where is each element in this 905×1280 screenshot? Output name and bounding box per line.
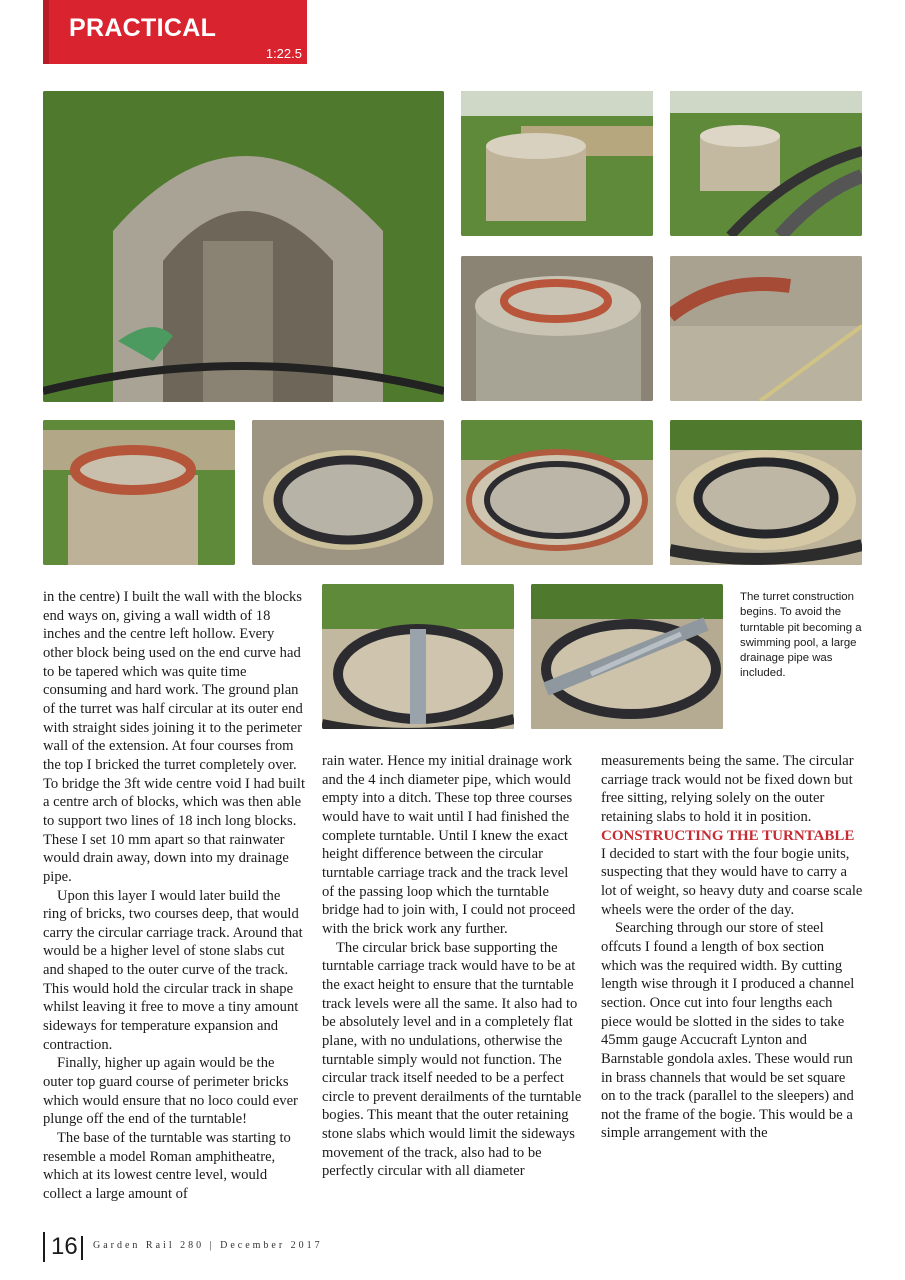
photo-circular-track-ring bbox=[252, 420, 444, 565]
paragraph: Searching through our store of steel offcuts I found a length of box section which was the required width. By cutting length wise through it I produced a channel section. Once cut into four lengths each piece would be slotted in the sides to take 45mm gauge Accucraft Lynton and Barnstable gondola axles. These would run in brass channels that would be set square on to the track (parallel to the sleepers) and not the frame of the bogie. This would be a simple arrangement with the bbox=[601, 920, 855, 1142]
photo-turntable-bridge bbox=[531, 584, 723, 729]
paragraph: The base of the turntable was starting to resemble a model Roman amphitheatre, which at its lowest centre level, would collect a large amount of bbox=[43, 1130, 291, 1202]
photo-brick-ring-drum bbox=[461, 256, 653, 401]
footer-divider bbox=[81, 1236, 83, 1260]
scale-label: 1:22.5 bbox=[265, 46, 302, 61]
text-column-3 bbox=[601, 752, 863, 1143]
section-subheading: CONSTRUCTING THE TURNTABLE bbox=[601, 827, 855, 844]
section-header bbox=[43, 0, 307, 64]
text-column-1 bbox=[43, 588, 305, 1204]
paragraph: Upon this layer I would later build the ring of bricks, two courses deep, that would carry the circular carriage track. Around that would be a higher level of stone slabs cut and shaped to the outer curve of the track. This would hold the circular track in shape whilst leaving it free to move a tiny amount sideways for temperature expansion and contraction. bbox=[43, 887, 303, 1053]
publication-info: Garden Rail 280 | December 2017 bbox=[93, 1240, 323, 1251]
paragraph: measurements being the same. The circular carriage track would not be fixed down but free sitting, relying solely on the outer retaining slabs to hold it in position. bbox=[601, 753, 854, 825]
photo-turret-track bbox=[670, 91, 862, 236]
photo-bridge-bogie bbox=[322, 584, 514, 729]
photo-completed-ring bbox=[670, 420, 862, 565]
page-number: 16 bbox=[43, 1232, 78, 1262]
paragraph: Finally, higher up again would be the outer top guard course of perimeter bricks which would ensure that no loco could ever plunge off the end of the turntable! bbox=[43, 1055, 298, 1128]
paragraph: I decided to start with the four bogie units, suspecting that they would have to carry a lot of weight, so heavy duty and coarse scale wheels were the order of the day. bbox=[601, 845, 863, 918]
paragraph: in the centre) I built the wall with the blocks end ways on, giving a wall width of 18 inches and the centre left hollow. Every other block being used on the end curve had to be tapered which was quite time consuming and hard work. The ground plan of the turret was half circular at its outer end with straight sides joining it to the perimeter wall of the extension. At four courses from the top I bricked the turret completely over. To bridge the 3ft wide centre void I had built a centre arch of blocks, which was then able to support two lines of 18 inch long blocks. These I set 10 mm apart so that rainwater would drain away, down into my drainage pipe. bbox=[43, 589, 305, 885]
paragraph: rain water. Hence my initial drainage work and the 4 inch diameter pipe, which would empty into a ditch. These top three courses would have to wait until I had finished the complete turntable. Until I knew the exact height difference between the circular turntable carriage track and the track level of the passing loop which the turntable bridge had to join with, I could not proceed with the brick work any further. bbox=[322, 753, 576, 937]
paragraph: The circular brick base supporting the turntable carriage track would have to be at the exact height to ensure that the turntable track levels were all the same. It also had to be absolutely level and in a completely flat plane, with no undulations, otherwise the turntable simply would not function. The circular track itself needed to be a perfect circle to prevent derailments of the turntable bogies. This meant that the outer retaining stone slabs which would limit the sideways movement of the track, also had to be perfectly circular with all diameter bbox=[322, 939, 582, 1180]
photo-stone-slab-surround bbox=[461, 420, 653, 565]
page-footer bbox=[43, 1232, 443, 1262]
photo-caption: The turret construction begins. To avoid the turntable pit becoming a swimming pool, a large drainage pipe was included. bbox=[740, 591, 862, 680]
text-column-2 bbox=[322, 752, 584, 1181]
photo-brick-ring-turret bbox=[43, 420, 235, 565]
photo-coping-course bbox=[670, 256, 862, 401]
section-title: PRACTICAL bbox=[69, 14, 217, 42]
photo-turret-wall bbox=[43, 91, 444, 402]
photo-turret-drum bbox=[461, 91, 653, 236]
